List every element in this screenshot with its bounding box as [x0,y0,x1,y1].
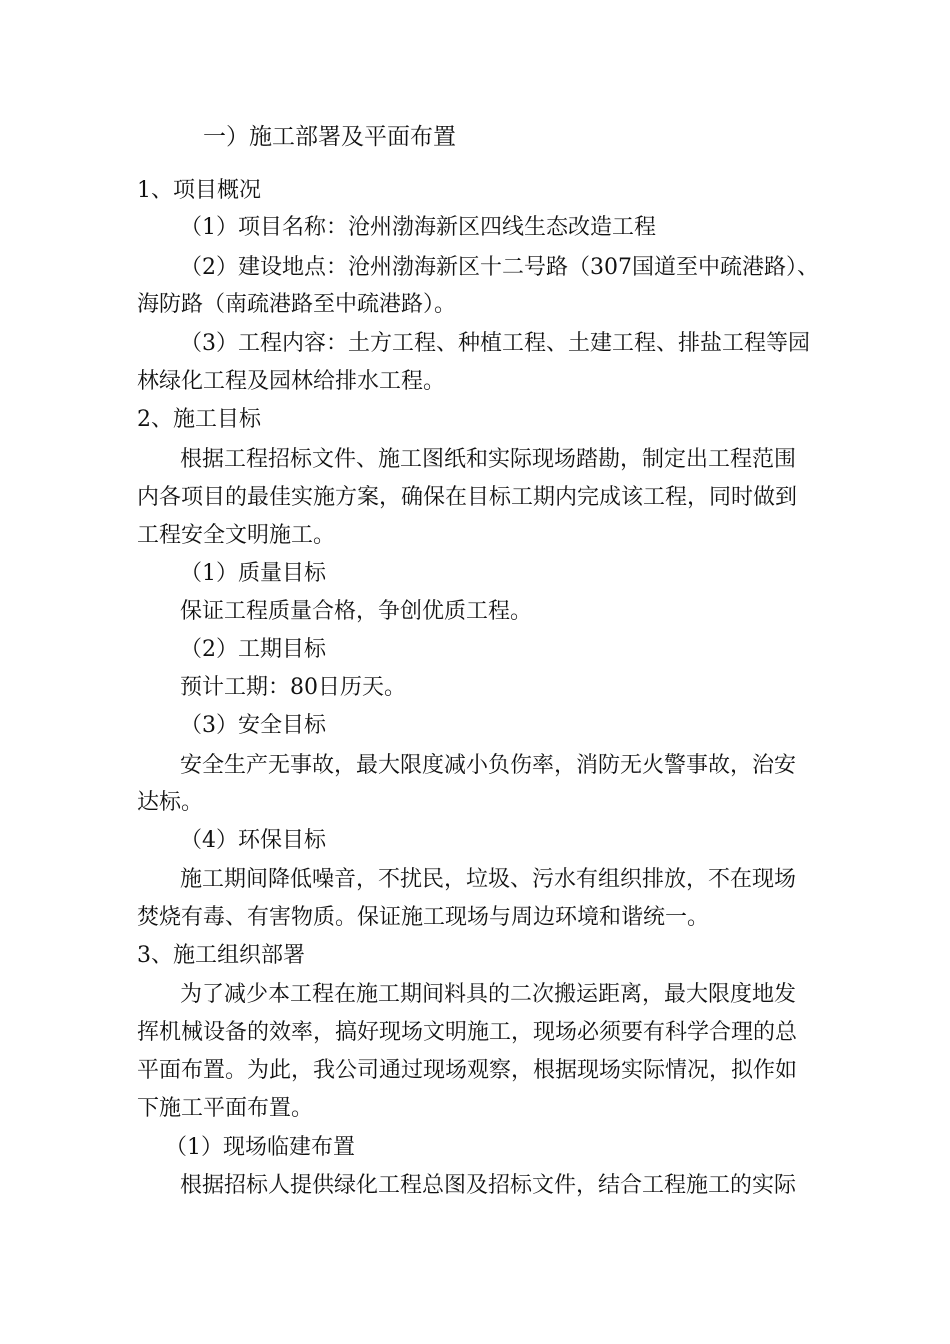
paragraph-line: （3）工程内容：土方工程、种植工程、土建工程、排盐工程等园 [180,331,810,356]
paragraph-line: 达标。 [137,790,204,815]
paragraph-line: 施工期间降低噪音，不扰民，垃圾、污水有组织排放，不在现场 [180,867,797,892]
subheading: （3）安全目标 [180,713,326,738]
paragraph-line: 保证工程质量合格，争创优质工程。 [180,599,533,624]
subheading: （1）质量目标 [180,561,326,586]
item-heading: 1、项目概况 [137,178,261,203]
paragraph-line: （1）项目名称：沧州渤海新区四线生态改造工程 [180,215,656,240]
paragraph-line: 平面布置。为此，我公司通过现场观察，根据现场实际情况，拟作如 [137,1058,798,1083]
paragraph-line: 安全生产无事故，最大限度减小负伤率，消防无火警事故，治安 [180,753,797,778]
paragraph-line: 挥机械设备的效率，搞好现场文明施工，现场必须要有科学合理的总 [137,1020,798,1045]
paragraph-line: 海防路（南疏港路至中疏港路）。 [137,292,457,317]
item-heading: 3、施工组织部署 [137,943,305,968]
paragraph-line: 下施工平面布置。 [137,1096,314,1121]
subheading: （1）现场临建布置 [165,1135,355,1160]
paragraph-line: 焚烧有毒、有害物质。保证施工现场与周边环境和谐统一。 [137,905,710,930]
item-heading: 2、施工目标 [137,407,261,432]
paragraph-line: 根据工程招标文件、施工图纸和实际现场踏勘，制定出工程范围 [180,447,797,472]
paragraph-line: 为了减少本工程在施工期间料具的二次搬运距离，最大限度地发 [180,982,797,1007]
paragraph-line: 内各项目的最佳实施方案，确保在目标工期内完成该工程，同时做到 [137,485,798,510]
section-heading: 一）施工部署及平面布置 [203,124,456,150]
subheading: （2）工期目标 [180,637,326,662]
paragraph-line: 林绿化工程及园林给排水工程。 [137,369,446,394]
paragraph-line: 预计工期：80日历天。 [180,675,406,700]
paragraph-line: （2）建设地点：沧州渤海新区十二号路（307国道至中疏港路）、 [180,255,819,280]
paragraph-line: 根据招标人提供绿化工程总图及招标文件，结合工程施工的实际 [180,1173,797,1198]
paragraph-line: 工程安全文明施工。 [137,523,336,548]
subheading: （4）环保目标 [180,828,326,853]
